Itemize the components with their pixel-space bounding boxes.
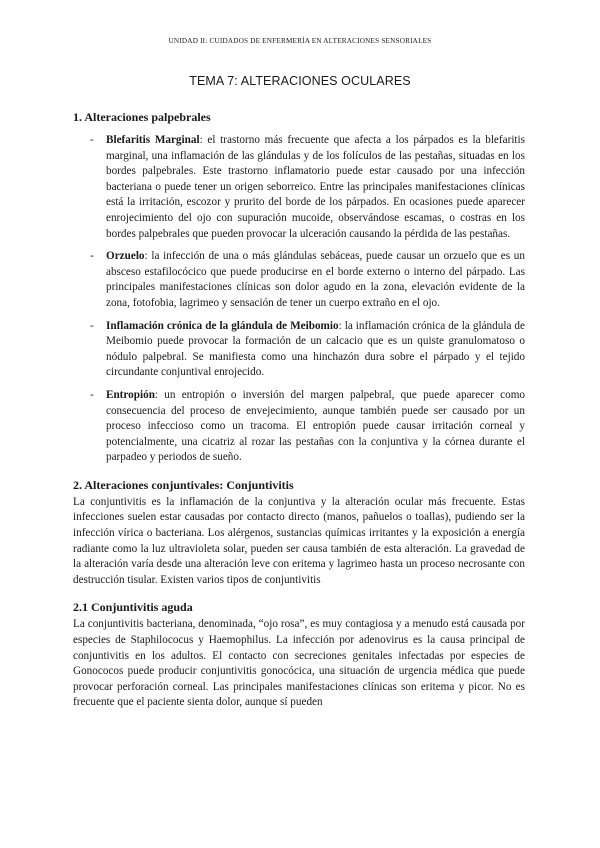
item-text: : el trastorno más frecuente que afecta a los párpados es la blefaritis marginal, una inflamación de las glándulas y de los folículos de las pestañas, situadas en los bordes palpebrales. Este trastorno inflamatorio puede estar causado por una infección bacteriana o puede tener un origen seborreico. Entre las principales manifestaciones clínicas está la irritación, escozor y prurito del borde de los párpados. En ocasiones puede aparecer enrojecimiento del ojo con supuración mucoide, observándose escamas, o costras en los bordes palpebrales que pueden provocar la ulceración causando la pérdida de las pestañas.: [106, 134, 525, 240]
item-term: Inflamación crónica de la glándula de Meibomio: [106, 319, 339, 332]
list-item: [73, 388, 525, 466]
list-item: [73, 249, 525, 311]
item-text: : la inflamación crónica de la glándula de Meibomio puede provocar la formación de un calcacio que es un quiste granulomatoso o nódulo palpebral. Se manifiesta como una hinchazón dura sobre el párpado y el tejido circundante conjuntival enrojecido.: [106, 319, 525, 379]
item-term: Orzuelo: [106, 250, 145, 263]
list-dash: -: [90, 319, 94, 332]
palpebral-conditions-list: [73, 133, 525, 466]
section-heading-palpebrales: 1. Alteraciones palpebrales: [73, 110, 211, 124]
list-dash: -: [90, 250, 94, 263]
list-dash: -: [90, 134, 94, 146]
subsection-paragraph: La conjuntivitis bacteriana, denominada, “ojo rosa”, es muy contagiosa y a menudo está causada por especies de Staphilococus y Haemophilus. La infección por adenovirus es la causa principal de conjuntivitis en los adultos. El contacto con secreciones genitales infectadas por especies de Gonococos puede producir conjuntivitis gonocócica, una situación de urgencia médica que puede provocar perforación corneal. Las principales manifestaciones clínicas son eritema y picor. No es frecuente que el paciente sienta dolor, aunque sí pueden: [73, 618, 525, 709]
item-term: Entropión: [106, 388, 155, 401]
section-heading-conjuntivales: 2. Alteraciones conjuntivales: Conjuntivitis: [73, 477, 294, 492]
document-body: [73, 110, 525, 711]
page-title: TEMA 7: ALTERACIONES OCULARES: [189, 74, 411, 88]
running-header: UNIDAD II: CUIDADOS DE ENFERMERÍA EN ALTERACIONES SENSORIALES: [168, 37, 432, 45]
list-dash: -: [90, 388, 94, 401]
section-paragraph: La conjuntivitis es la inflamación de la conjuntiva y la alteración ocular más frecuente. Estas infecciones suelen estar causadas por contacto directo (manos, pañuelos o toallas), pudiendo ser la infección vírica o bacteriana. Los alérgenos, sustancias químicas irritantes y la exposición a energía radiante como la luz ultravioleta solar, pueden ser causa también de esta alteración. La gravedad de la alteración varía desde una alteración leve con eritema y lagrimeo hasta un proceso necrosante con destrucción tisular. Existen varios tipos de conjuntivitis: [73, 495, 525, 586]
item-text: : la infección de una o más glándulas sebáceas, puede causar un orzuelo que es un absceso estafilocócico que puede producirse en el borde externo o interno del párpado. Las principales manifestaciones clínicas son dolor agudo en la zona, elevación evidente de la zona, fotofobia, lagrimeo y sensación de tener un cuerpo extraño en el ojo.: [106, 250, 525, 309]
list-item: [73, 319, 525, 381]
subsection-heading-aguda: 2.1 Conjuntivitis aguda: [73, 600, 193, 615]
item-text: : un entropión o inversión del margen palpebral, que puede aparecer como consecuencia del proceso de envejecimiento, aunque también puede ser causado por un proceso infeccioso como un tracoma. El entropión puede causar irritación corneal y potencialmente, una cicatriz al rozar las pestañas con la conjuntiva y la córnea durante el parpadeo y periodos de sueño.: [106, 388, 525, 464]
item-term: Blefaritis Marginal: [106, 134, 200, 146]
list-item: [73, 133, 525, 242]
